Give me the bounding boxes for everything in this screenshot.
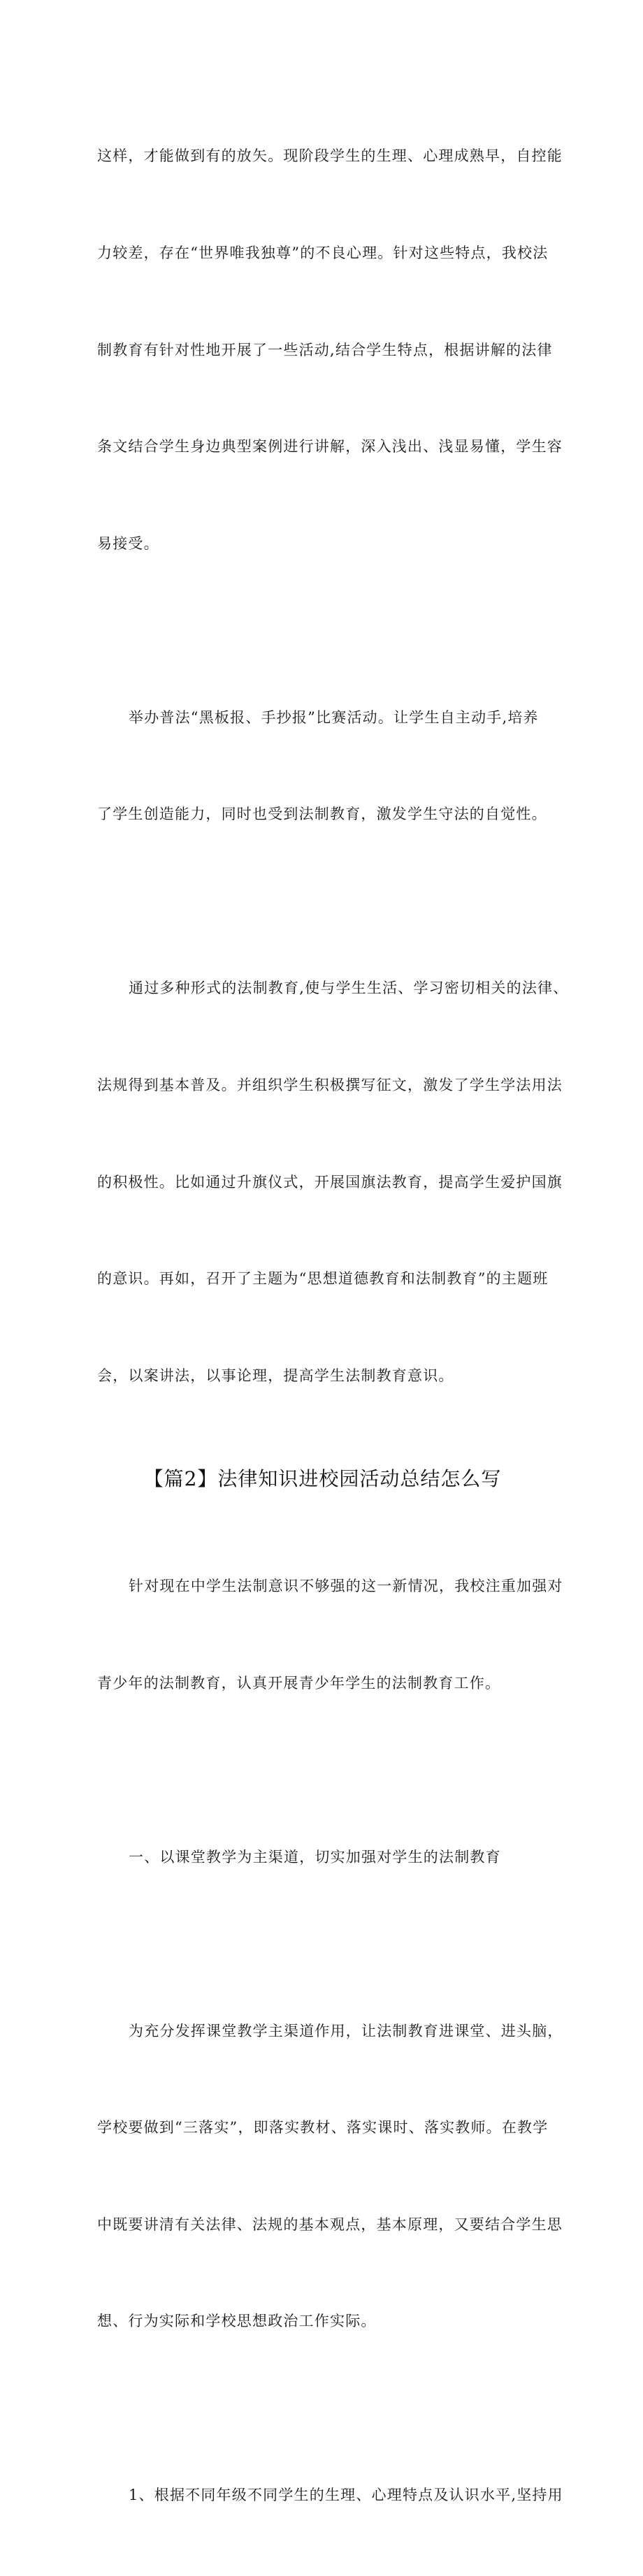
document-body	[97, 75, 569, 2576]
paragraph-line: 一、以课堂教学为主渠道，切实加强对学生的法制教育	[129, 1848, 501, 1865]
paragraph-5	[97, 1776, 548, 1937]
paragraph-line: 中既要讲清有关法律、法规的基本观点，基本原理，又要结合学生思	[97, 2215, 563, 2233]
paragraph-2	[97, 636, 548, 895]
paragraph-line: 的意识。再如，召开了主题为“思想道德教育和法制教育”的主题班	[97, 1270, 549, 1288]
paragraph-line: 条文结合学生身边典型案例进行讲解，深入浅出、浅显易懂，学生容	[97, 438, 563, 456]
paragraph-line: 1、根据不同年级不同学生的生理、心理特点及认识水平,坚持用	[129, 2487, 563, 2504]
paragraph-line: 力较差，存在“世界唯我独尊”的不良心理。针对这些特点，我校法	[97, 245, 549, 262]
paragraph-line: 青少年的法制教育，认真开展青少年学生的法制教育工作。	[97, 1674, 501, 1691]
paragraph-line: 针对现在中学生法制意识不够强的这一新情况，我校注重加强对	[129, 1577, 563, 1594]
paragraph-line: 制教育有针对性地开展了一些活动,结合学生特点，根据讲解的法律	[97, 341, 553, 358]
paragraph-line: 举办普法“黑板报、手抄报”比赛活动。让学生自主动手,培养	[129, 708, 539, 726]
paragraph-line: 法规得到基本普及。并组织学生积极撰写征文，激发了学生学法用法	[97, 1077, 563, 1094]
paragraph-6	[97, 1950, 563, 2402]
paragraph-4	[97, 1506, 563, 1764]
section-heading: 【篇2】法律知识进校园活动总结怎么写	[143, 1467, 502, 1490]
paragraph-line: 会，以案讲法，以事论理，提高学生法制教育意识。	[97, 1367, 454, 1384]
paragraph-line: 想、行为实际和学校思想政治工作实际。	[97, 2313, 377, 2330]
paragraph-line: 通过多种形式的法制教育,使与学生生活、学习密切相关的法律、	[129, 980, 569, 997]
paragraph-line: 易接受。	[97, 534, 159, 552]
paragraph-line: 学校要做到“三落实”，即落实教材、落实课时、落实教师。在教学	[97, 2119, 549, 2137]
paragraph-7	[97, 2415, 563, 2576]
paragraph-line: 的积极性。比如通过升旗仪式，开展国旗法教育，提高学生爱护国旗	[97, 1173, 563, 1191]
paragraph-1	[97, 75, 563, 624]
paragraph-3	[97, 908, 569, 1456]
paragraph-line: 为充分发挥课堂教学主渠道作用，让法制教育进课堂、进头脑，	[129, 2022, 563, 2039]
paragraph-line: 了学生创造能力，同时也受到法制教育，激发学生守法的自觉性。	[97, 806, 547, 823]
paragraph-line: 这样，才能做到有的放矢。现阶段学生的生理、心理成熟早，自控能	[97, 147, 563, 165]
